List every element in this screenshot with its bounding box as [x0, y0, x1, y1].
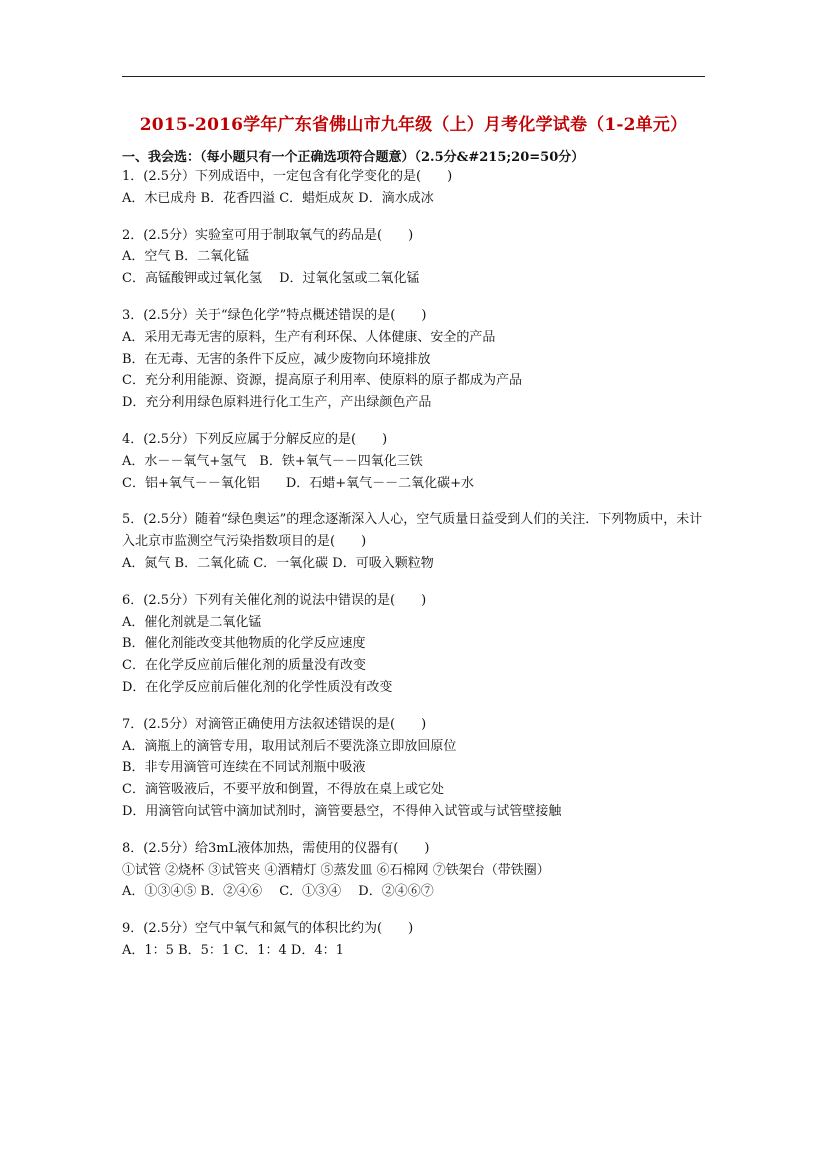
- question-option: A．水－－氧气+氢气 B．铁+氧气－－四氧化三铁: [122, 453, 423, 469]
- question-5: [122, 509, 712, 574]
- question-option: D．充分利用绿色原料进行化工生产，产出绿颜色产品: [122, 395, 432, 411]
- question-stem: 5．(2.5分）随着“绿色奥运”的理念逐渐深入人心，空气质量日益受到人们的关注．下列物质中，未计入北京市监测空气污染指数项目的是( ): [122, 512, 703, 550]
- question-option: A．木已成舟 B．花香四溢 C．蜡炬成灰 D．滴水成冰: [122, 190, 434, 206]
- top-rule: [122, 76, 705, 77]
- question-stem: 7．(2.5分）对滴管正确使用方法叙述错误的是( ): [122, 716, 427, 732]
- question-stem: 8．(2.5分）给3mL液体加热，需使用的仪器有( ): [122, 840, 430, 856]
- question-list: [122, 166, 712, 977]
- question-option: A．氮气 B．二氧化硫 C．一氧化碳 D．可吸入颗粒物: [122, 555, 434, 571]
- question-option: D．用滴管向试管中滴加试剂时，滴管要悬空，不得伸入试管或与试管壁接触: [122, 803, 562, 819]
- question-4: [122, 429, 712, 494]
- question-option: A．催化剂就是二氧化锰: [122, 614, 262, 630]
- question-option: A．采用无毒无害的原料，生产有利环保、人体健康、安全的产品: [122, 329, 496, 345]
- question-option: C．充分利用能源、资源，提高原子利用率、使原料的原子都成为产品: [122, 373, 522, 389]
- page-title: 2015-2016学年广东省佛山市九年级（上）月考化学试卷（1-2单元）: [139, 115, 688, 135]
- question-option: A．空气 B．二氧化锰: [122, 249, 250, 265]
- question-option: A．1：5 B．5：1 C．1：4 D．4：1: [122, 942, 344, 958]
- question-option: B．催化剂能改变其他物质的化学反应速度: [122, 636, 366, 652]
- question-option: A．滴瓶上的滴管专用，取用试剂后不要洗涤立即放回原位: [122, 738, 457, 754]
- question-stem: 4．(2.5分）下列反应属于分解反应的是( ): [122, 431, 388, 447]
- question-stem: 1．(2.5分）下列成语中，一定包含有化学变化的是( ): [122, 169, 453, 184]
- question-option: C．滴管吸液后，不要平放和倒置，不得放在桌上或它处: [122, 782, 444, 798]
- question-9: [122, 918, 712, 962]
- question-option: A．①③④⑤ B．②④⑥ C．①③④ D．②④⑥⑦: [122, 884, 434, 900]
- question-stem: 6．(2.5分）下列有关催化剂的说法中错误的是( ): [122, 592, 427, 608]
- question-stem: 2．(2.5分）实验室可用于制取氧气的药品是( ): [122, 227, 414, 243]
- question-option: B．非专用滴管可连续在不同试剂瓶中吸液: [122, 760, 366, 776]
- question-3: [122, 305, 712, 414]
- question-8: [122, 838, 712, 903]
- question-6: [122, 590, 712, 699]
- question-option: D．在化学反应前后催化剂的化学性质没有改变: [122, 679, 393, 695]
- question-option: B．在无毒、无害的条件下反应，减少废物向环境排放: [122, 351, 431, 367]
- question-option: C．在化学反应前后催化剂的质量没有改变: [122, 658, 366, 674]
- question-option: ①试管 ②烧杯 ③试管夹 ④酒精灯 ⑤蒸发皿 ⑥石棉网 ⑦铁架台（带铁圈）: [122, 862, 550, 878]
- question-stem: 3．(2.5分）关于“绿色化学”特点概述错误的是( ): [122, 307, 427, 323]
- question-option: C．铝+氧气－－氧化铝 D．石蜡+氧气－－二氧化碳+水: [122, 475, 475, 491]
- question-2: [122, 225, 712, 290]
- question-stem: 9．(2.5分）空气中氧气和氮气的体积比约为( ): [122, 921, 414, 937]
- question-7: [122, 714, 712, 823]
- question-option: C．高锰酸钾或过氧化氢 D．过氧化氢或二氧化锰: [122, 271, 420, 287]
- question-1: [122, 166, 712, 210]
- section-title: 一、我会选：（每小题只有一个正确选项符合题意）（2.5分&#215;20=50分）: [122, 150, 585, 165]
